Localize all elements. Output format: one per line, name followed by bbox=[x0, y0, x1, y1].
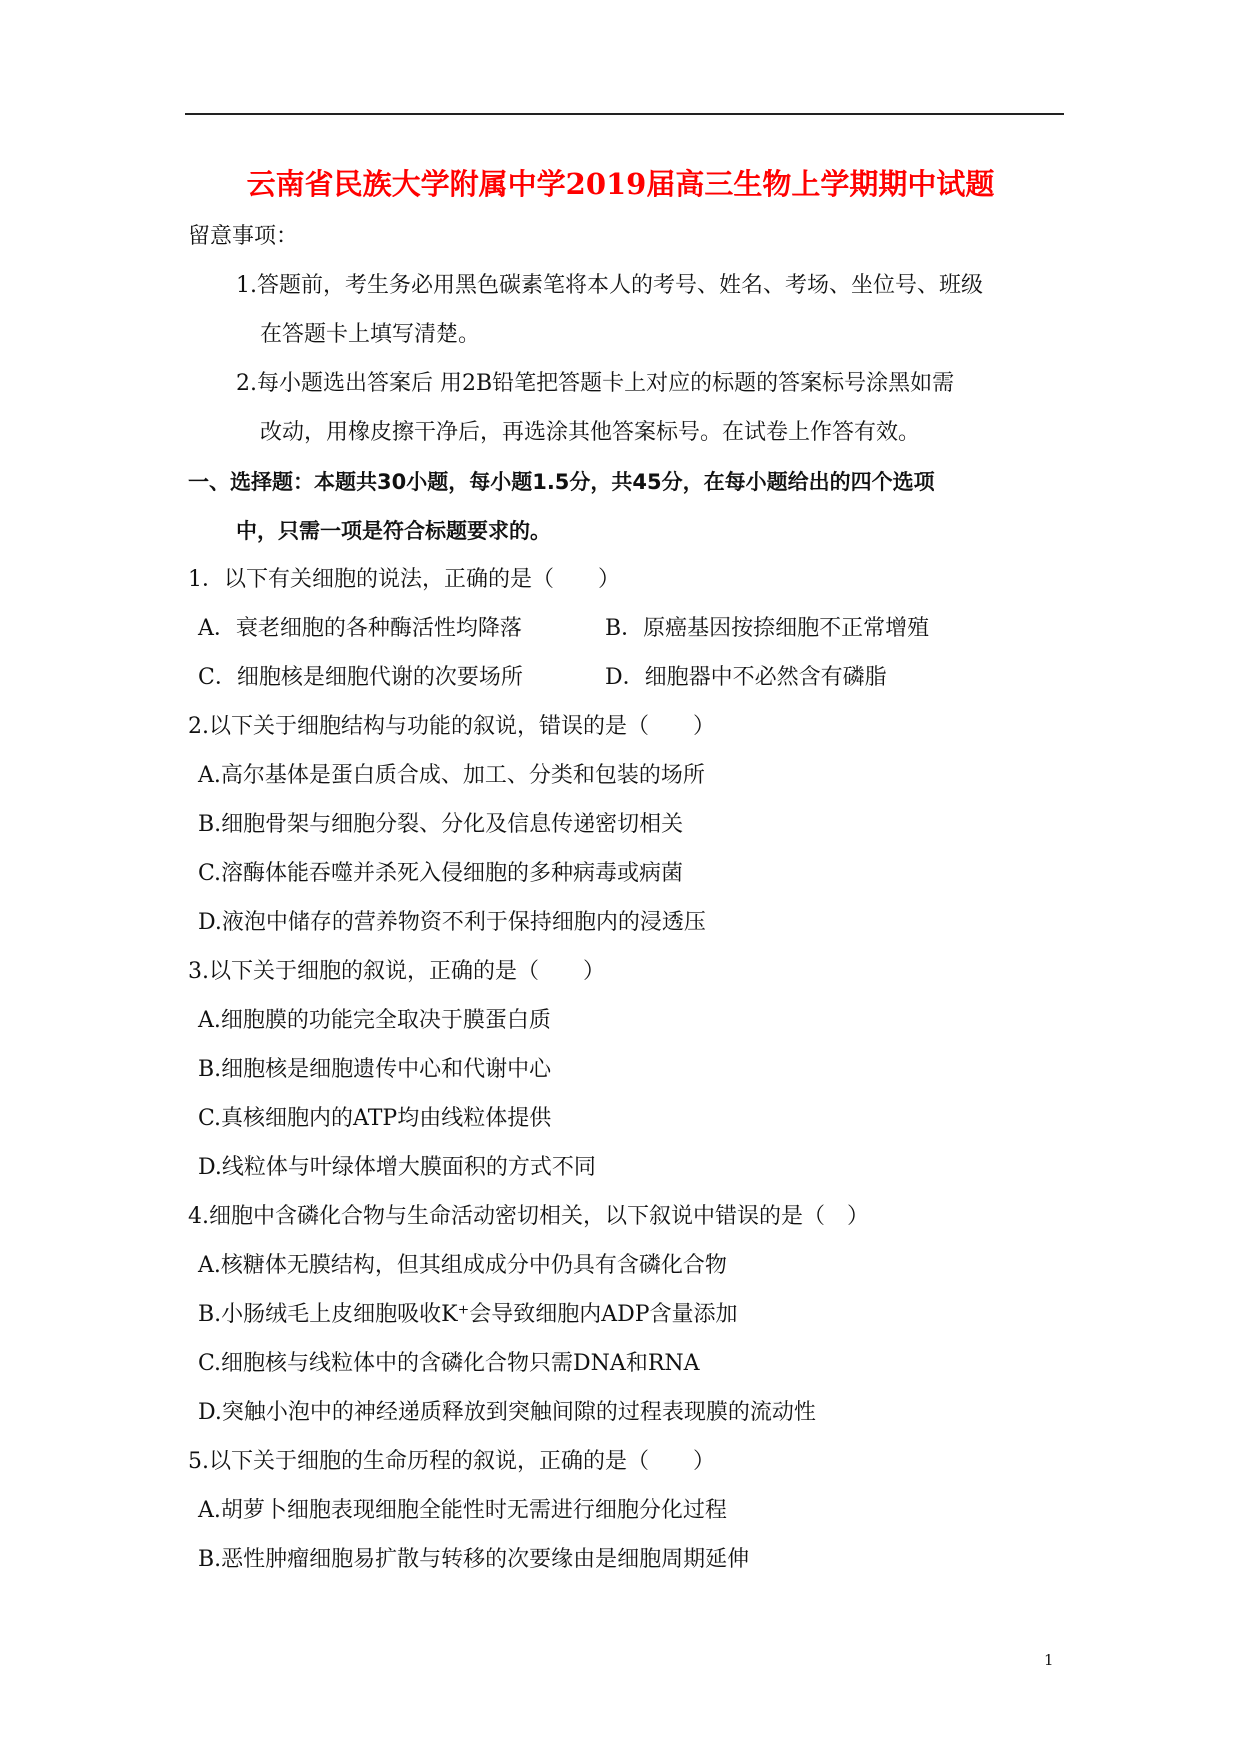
question-1-option-c: C．细胞核是细胞代谢的次要场所 bbox=[198, 665, 523, 690]
question-3-option-c: C.真核细胞内的ATP均由线粒体提供 bbox=[198, 1106, 552, 1131]
question-2-stem: 2.以下关于细胞结构与功能的叙说，错误的是（ ） bbox=[188, 714, 715, 739]
page-title: 云南省民族大学附属中学2019届高三生物上学期期中试题 bbox=[246, 167, 995, 201]
question-3-stem: 3.以下关于细胞的叙说，正确的是（ ） bbox=[188, 959, 605, 984]
question-2-option-c: C.溶酶体能吞噬并杀死入侵细胞的多种病毒或病菌 bbox=[198, 861, 684, 886]
notice-item-2-line-2: 改动，用橡皮擦干净后，再选涂其他答案标号。在试卷上作答有效。 bbox=[260, 420, 921, 445]
section-heading-line-1: 一、选择题：本题共30小题，每小题1.5分，共45分，在每小题给出的四个选项 bbox=[188, 470, 935, 494]
question-2-option-d: D.液泡中储存的营养物资不利于保持细胞内的浸透压 bbox=[198, 910, 706, 935]
notice-item-1-line-2: 在答题卡上填写清楚。 bbox=[260, 322, 481, 347]
page-number: 1 bbox=[1044, 1651, 1054, 1669]
notice-heading: 留意事项： bbox=[188, 224, 299, 249]
question-2-option-a: A.高尔基体是蛋白质合成、加工、分类和包装的场所 bbox=[198, 763, 705, 788]
question-3-option-a: A.细胞膜的功能完全取决于膜蛋白质 bbox=[198, 1008, 551, 1033]
question-4-option-a: A.核糖体无膜结构，但其组成成分中仍具有含磷化合物 bbox=[198, 1253, 727, 1278]
question-4-option-d: D.突触小泡中的神经递质释放到突触间隙的过程表现膜的流动性 bbox=[198, 1400, 816, 1425]
notice-item-1-line-1: 1.答题前，考生务必用黑色碳素笔将本人的考号、姓名、考场、坐位号、班级 bbox=[236, 273, 983, 298]
question-1-option-a: A．衰老细胞的各种酶活性均降落 bbox=[198, 616, 522, 641]
question-4-option-b: B.小肠绒毛上皮细胞吸收K⁺会导致细胞内ADP含量添加 bbox=[198, 1302, 738, 1327]
question-4-option-c: C.细胞核与线粒体中的含磷化合物只需DNA和RNA bbox=[198, 1351, 700, 1376]
question-3-option-d: D.线粒体与叶绿体增大膜面积的方式不同 bbox=[198, 1155, 596, 1180]
question-1-stem: 1．以下有关细胞的说法，正确的是（ ） bbox=[188, 567, 620, 592]
question-1-option-b: B．原癌基因按捺细胞不正常增殖 bbox=[605, 616, 930, 641]
question-2-option-b: B.细胞骨架与细胞分裂、分化及信息传递密切相关 bbox=[198, 812, 684, 837]
question-3-option-b: B.细胞核是细胞遗传中心和代谢中心 bbox=[198, 1057, 552, 1082]
question-4-stem: 4.细胞中含磷化合物与生命活动密切相关，以下叙说中错误的是（ ） bbox=[188, 1204, 869, 1229]
question-5-stem: 5.以下关于细胞的生命历程的叙说，正确的是（ ） bbox=[188, 1449, 715, 1474]
notice-item-2-line-1: 2.每小题选出答案后 用2B铅笔把答题卡上对应的标题的答案标号涂黑如需 bbox=[236, 371, 955, 396]
section-heading-line-2: 中，只需一项是符合标题要求的。 bbox=[236, 519, 551, 543]
question-1-option-d: D．细胞器中不必然含有磷脂 bbox=[605, 665, 887, 690]
question-5-option-a: A.胡萝卜细胞表现细胞全能性时无需进行细胞分化过程 bbox=[198, 1498, 727, 1523]
header-rule bbox=[185, 113, 1064, 115]
question-5-option-b: B.恶性肿瘤细胞易扩散与转移的次要缘由是细胞周期延伸 bbox=[198, 1547, 750, 1572]
